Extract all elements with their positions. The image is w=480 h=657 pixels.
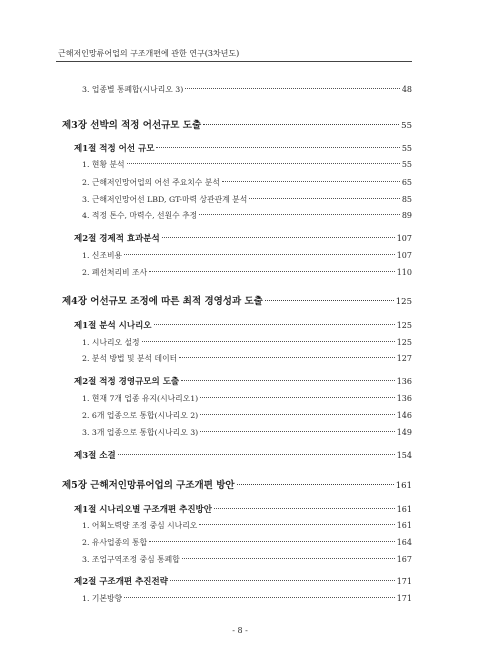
toc-entry-page: 161 [395, 481, 412, 491]
toc-entry-title: 3. 3개 업종으로 통합(시나리오 3) [82, 428, 199, 437]
dot-leader [182, 558, 395, 559]
toc-chapter[interactable] [62, 295, 412, 309]
toc-entry-title: 1. 현재 7개 업종 유지(시나리오1) [82, 394, 199, 403]
toc-entry-title: 1. 어획노력량 조정 중심 시나리오 [82, 521, 198, 530]
toc-entry-page: 89 [401, 211, 412, 220]
toc-entry-title: 제2절 적정 경영규모의 도출 [74, 377, 180, 387]
toc-entry-page: 167 [396, 555, 412, 564]
toc-entry-title: 제3장 선박의 적정 어선규모 도출 [62, 120, 202, 131]
dot-leader [203, 124, 399, 125]
toc-entry-page: 110 [396, 268, 412, 277]
dot-leader [124, 597, 395, 598]
running-head: 근해저인망류어업의 구조개편에 관한 연구(3차년도) [58, 49, 240, 58]
toc-entry-title: 제1절 적정 어선 규모 [74, 144, 155, 154]
toc-entry-page: 154 [396, 451, 412, 460]
dot-leader [118, 454, 395, 455]
toc-entry-page: 161 [396, 505, 412, 514]
toc-entry-title: 1. 기본방향 [82, 594, 123, 603]
toc-item[interactable] [82, 553, 412, 567]
toc-entry-page: 146 [396, 411, 412, 420]
toc-item[interactable] [82, 193, 412, 207]
toc-entry-title: 2. 6개 업종으로 통합(시나리오 2) [82, 411, 199, 420]
toc-section[interactable] [74, 503, 412, 517]
toc-entry-title: 제2절 구조개편 추진전략 [74, 577, 168, 587]
toc-item[interactable] [82, 336, 412, 350]
toc-entry-page: 107 [396, 234, 412, 243]
toc-item[interactable] [82, 158, 412, 172]
toc-entry-page: 85 [401, 195, 412, 204]
toc-entry-page: 164 [396, 538, 412, 547]
toc-entry-page: 55 [401, 121, 412, 131]
toc-item[interactable] [82, 83, 412, 97]
toc-section[interactable] [74, 319, 412, 333]
toc-entry-page: 55 [401, 144, 412, 153]
dot-leader [265, 300, 394, 301]
toc-chapter[interactable] [62, 119, 412, 133]
toc-entry-title: 2. 분석 방법 및 분석 데이터 [82, 354, 178, 363]
toc-entry-title: 1. 시나리오 설정 [82, 338, 140, 347]
toc-entry-title: 제4장 어선규모 조정에 따른 최적 경영성과 도출 [62, 296, 263, 307]
toc-entry-title: 2. 유사업종의 통합 [82, 538, 148, 547]
dot-leader [127, 163, 400, 164]
dot-leader [154, 324, 395, 325]
dot-leader [142, 341, 395, 342]
dot-leader [181, 380, 395, 381]
toc-item[interactable] [82, 266, 412, 280]
toc-entry-page: 149 [396, 428, 412, 437]
dot-leader [162, 237, 395, 238]
toc-entry-title: 1. 현황 분석 [82, 160, 125, 169]
toc-entry-title: 2. 근해저인망어업의 어선 주요치수 분석 [82, 178, 220, 187]
dot-leader [149, 541, 395, 542]
toc-item[interactable] [82, 352, 412, 366]
toc-entry-title: 3. 업종별 통폐합(시나리오 3) [82, 85, 184, 94]
toc-section[interactable] [74, 375, 412, 389]
toc-item[interactable] [82, 209, 412, 223]
dot-leader [222, 181, 400, 182]
dot-leader [199, 524, 394, 525]
dot-leader [170, 580, 395, 581]
toc-item[interactable] [82, 249, 412, 263]
toc-entry-title: 제2절 경제적 효과분석 [74, 234, 160, 244]
toc-section[interactable] [74, 232, 412, 246]
dot-leader [200, 397, 395, 398]
dot-leader [200, 431, 395, 432]
toc-entry-page: 171 [396, 577, 412, 586]
toc-entry-page: 125 [396, 321, 412, 330]
dot-leader [149, 271, 395, 272]
dot-leader [199, 214, 400, 215]
dot-leader [179, 357, 395, 358]
dot-leader [214, 508, 395, 509]
toc-entry-page: 125 [395, 297, 412, 307]
header-rule [56, 61, 412, 62]
toc-item[interactable] [82, 176, 412, 190]
dot-leader [185, 88, 400, 89]
dot-leader [124, 254, 395, 255]
toc-entry-title: 제1절 시나리오별 구조개편 추진방안 [74, 505, 212, 515]
dot-leader [249, 198, 400, 199]
toc-item[interactable] [82, 392, 412, 406]
toc-item[interactable] [82, 536, 412, 550]
toc-section[interactable] [74, 142, 412, 156]
toc-entry-page: 161 [396, 521, 412, 530]
dot-leader [200, 414, 395, 415]
dot-leader [156, 147, 399, 148]
toc-entry-page: 55 [401, 160, 412, 169]
toc-item[interactable] [82, 426, 412, 440]
toc-item[interactable] [82, 592, 412, 606]
toc-entry-title: 4. 적정 톤수, 마력수, 선원수 추정 [82, 211, 198, 220]
page-number: - 8 - [232, 626, 248, 635]
toc-entry-title: 3. 조업구역조정 중심 통폐합 [82, 555, 180, 564]
toc-entry-page: 125 [396, 338, 412, 347]
toc-entry-page: 48 [401, 85, 412, 94]
dot-leader [237, 484, 394, 485]
toc-entry-title: 1. 신조비용 [82, 251, 123, 260]
toc-entry-title: 제1절 분석 시나리오 [74, 321, 152, 331]
toc-entry-page: 107 [396, 251, 412, 260]
toc-entry-title: 2. 폐선처리비 조사 [82, 268, 148, 277]
toc-entry-title: 제5장 근해저인망류어업의 구조개편 방안 [62, 480, 235, 491]
toc-entry-page: 65 [401, 178, 412, 187]
toc-entry-page: 127 [396, 354, 412, 363]
toc-chapter[interactable] [62, 479, 412, 493]
toc-section[interactable] [74, 575, 412, 589]
toc-entry-title: 제3절 소결 [74, 451, 116, 461]
toc-entry-page: 136 [396, 377, 412, 386]
toc-entry-page: 171 [396, 594, 412, 603]
toc-item[interactable] [82, 519, 412, 533]
toc-entry-page: 136 [396, 394, 412, 403]
toc-section[interactable] [74, 449, 412, 463]
toc-entry-title: 3. 근해저인망어선 LBD, GT-마력 상관관계 분석 [82, 195, 248, 204]
toc-item[interactable] [82, 409, 412, 423]
